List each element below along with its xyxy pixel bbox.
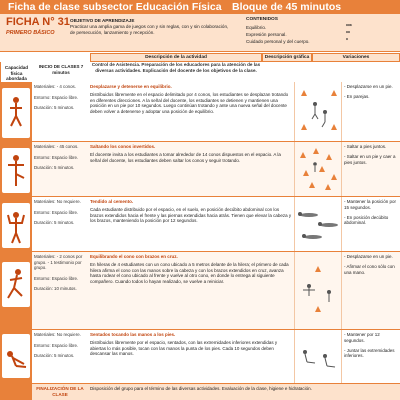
materials: Materiales: - 2 conos por grupo. - 1 testimonio por grupo. — [34, 254, 83, 271]
capacity-figure — [2, 334, 30, 378]
variation-item: - Desplazarse en un pie. — [344, 84, 393, 89]
activity-title: Tendido al cemento. — [90, 199, 134, 204]
materials: Materiales: - 4 conos. — [34, 84, 76, 89]
activity-graphic — [294, 330, 342, 383]
capacity-figure — [2, 148, 30, 193]
materials: Materiales: - 45 conos. — [34, 144, 79, 149]
activity-title: Desplazarse y detenerse en equilibrio. — [90, 84, 172, 89]
variations — [344, 84, 398, 100]
running-kids-illustration — [295, 82, 343, 140]
strength-icon — [2, 203, 30, 248]
variation-item: - Saltar a pies juntos. — [344, 144, 387, 149]
seated-stretch-illustration — [295, 330, 343, 382]
duration: Duración: 5 minutos. — [34, 353, 75, 359]
activity-text: En hileras de 4 estudiantes con un cono ubicado a 5 metros delante de la hilera; el primero de cada hilera afirma el cono con las manos sobre la cabeza y con los brazos extendidos en cruz, avanza hasta rodear el cono ubicado al frente y vuelve al otro cono, en donde lo entrega al siguiente compañero. Cuando todos lo hayan realizado, se vuelve a reiniciar. — [90, 261, 289, 285]
activity-description — [90, 84, 292, 115]
activity-graphic — [294, 252, 342, 329]
organization: Entorno: Espacio libre. — [34, 342, 79, 348]
organization: Entorno: Espacio libre. — [34, 209, 79, 215]
activity-text: Distribuidos libremente en el espacio delimitado por 4 conos, los estudiantes se desplazan trotando en diferentes direcciones. A la señal del docente, los estudiantes se detienen y mantienen una posición en un pie por 10 segundos. Luego continúan trotando y ante una nueva señal del docente deben volver a detenerse y adoptar una posición de equilibrio. — [90, 91, 289, 115]
activity-text: Distribuidos libremente por el espacio, sentados, con las extremidades inferiores extendidas y abiertas lo más posible, tocan con las manos la punta de los pies. Cada 10 segundos deben descansar las manos. — [90, 339, 278, 357]
info-panel — [0, 14, 400, 52]
activity-title: Saltando los conos invertidos. — [90, 144, 156, 149]
capacity-label: Capacidad física abordada — [1, 62, 32, 82]
organization: Entorno: Espacio libre. — [34, 94, 79, 100]
sheet-title: Ficha de clase subsector Educación Física — [8, 1, 222, 13]
duration: Duración: 5 minutos. — [34, 220, 75, 226]
closing-label: FINALIZACIÓN DE LA CLASE — [36, 386, 84, 397]
activity-row — [32, 252, 400, 330]
variation-item: - Mantener por 12 segundos. — [344, 332, 380, 343]
capacity-figure — [2, 262, 30, 307]
duration: Duración: 5 minutos. — [34, 165, 75, 171]
variations — [344, 144, 398, 165]
variations — [344, 199, 398, 226]
activity-row — [32, 197, 400, 252]
closing-section — [32, 384, 400, 400]
capacity-figure — [2, 88, 30, 138]
endurance-icon — [2, 262, 30, 307]
variation-item: - Mantener la posición por 15 segundos. — [344, 199, 397, 210]
organization: Entorno: Espacio libre. — [34, 154, 79, 160]
activity-description — [90, 144, 292, 163]
variation-item: - En parejas. — [344, 93, 370, 99]
balance-icon — [2, 148, 30, 193]
content-item: Cuidado personal y del cuerpo. — [246, 39, 310, 44]
intro-duration: INICIO DE CLASES 7 minutos — [38, 64, 84, 75]
variations — [344, 254, 398, 275]
variation-item: - En posición decúbito abdominal. — [344, 214, 389, 226]
activity-text: Cada estudiante distribuido por el espacio, en el suelo, en posición decúbito abdominal con los brazos extendidos hacia el frente y las piernas extendidas hacia atrás. Tienen que elevar la cabeza y los brazos, manteniendo la posición por 12 segundos. — [90, 206, 292, 224]
variations — [344, 332, 398, 359]
activity-description — [90, 332, 292, 357]
activity-row — [32, 142, 400, 197]
ficha-number: FICHA N° 31 — [6, 16, 70, 28]
intro-text: Control de Asistencia. Preparación de los educadores para la atención de las diversas actividades. Explicación del docente de los objetivos de la clase. — [91, 62, 261, 73]
activity-meta — [34, 199, 86, 226]
activity-graphic — [294, 82, 342, 141]
activity-text: El docente invita a los estudiantes a tomar alrededor de 14 conos dispuestos en el espacio. A la señal del docente, los estudiantes deben saltar los conos y seguir trotando. — [90, 151, 281, 163]
activity-meta — [34, 144, 86, 171]
activity-title: Sentados tocando las manos a los pies. — [90, 332, 176, 337]
contents-heading: CONTENIDOS — [246, 17, 278, 22]
activity-meta — [34, 254, 86, 292]
activity-row — [32, 82, 400, 142]
activity-description — [90, 254, 292, 285]
activity-meta — [34, 84, 86, 111]
grade-level: PRIMERO BÁSICO — [6, 30, 55, 36]
duration: Duración: 10 minutos. — [34, 286, 77, 292]
objective-text: Practicar una amplia gama de juegos con y sin reglas, con y sin colaboración, de persecución, lanzamiento y recepción. — [70, 24, 229, 35]
activity-meta — [34, 332, 86, 359]
col-header-variations: Variaciones — [312, 53, 400, 62]
variation-item: - Saltar en un pie y caer a pies juntos. — [344, 153, 396, 165]
organization: Entorno: Espacio libre. — [34, 275, 79, 281]
content-item: Expresión personal. — [246, 32, 287, 37]
content-item: Equilibrio. — [246, 25, 267, 30]
activity-row — [32, 330, 400, 384]
col-header-graphic: Descripción gráfica — [262, 53, 312, 62]
header-bar — [0, 0, 400, 14]
runner-icon — [2, 88, 30, 138]
duration: Duración: 5 minutos. — [34, 105, 75, 111]
activity-title: Equilibrando el cono con brazos en cruz. — [90, 254, 178, 259]
activity-graphic — [294, 142, 342, 196]
lying-kids-illustration — [295, 197, 343, 250]
content-rating: ** — [346, 31, 350, 37]
closing-text: Disposición del grupo para el término de las diversas actividades. Evaluación de la clase, higiene e hidratación. — [90, 386, 312, 391]
variation-item: - Juntar las extremidades inferiores. — [344, 347, 395, 359]
col-header-description: Descripción de la actividad — [90, 53, 262, 62]
relay-illustration — [295, 252, 343, 328]
capacity-figure — [2, 203, 30, 248]
variation-item: - Afirmar el cono sólo con una mano. — [344, 263, 395, 275]
variation-item: - Desplazarse en un pie. — [344, 254, 393, 259]
objective-label: OBJETIVO DE APRENDIZAJE — [70, 18, 135, 23]
activity-graphic — [294, 197, 342, 251]
content-rating: *** — [346, 24, 352, 30]
materials: Materiales: No requiere. — [34, 332, 81, 337]
content-rating: * — [346, 38, 348, 44]
cones-illustration — [295, 142, 343, 195]
materials: Materiales: No requiere. — [34, 199, 81, 204]
activity-description — [90, 199, 292, 224]
block-duration: Bloque de 45 minutos — [232, 1, 342, 13]
flexibility-icon — [2, 334, 30, 378]
